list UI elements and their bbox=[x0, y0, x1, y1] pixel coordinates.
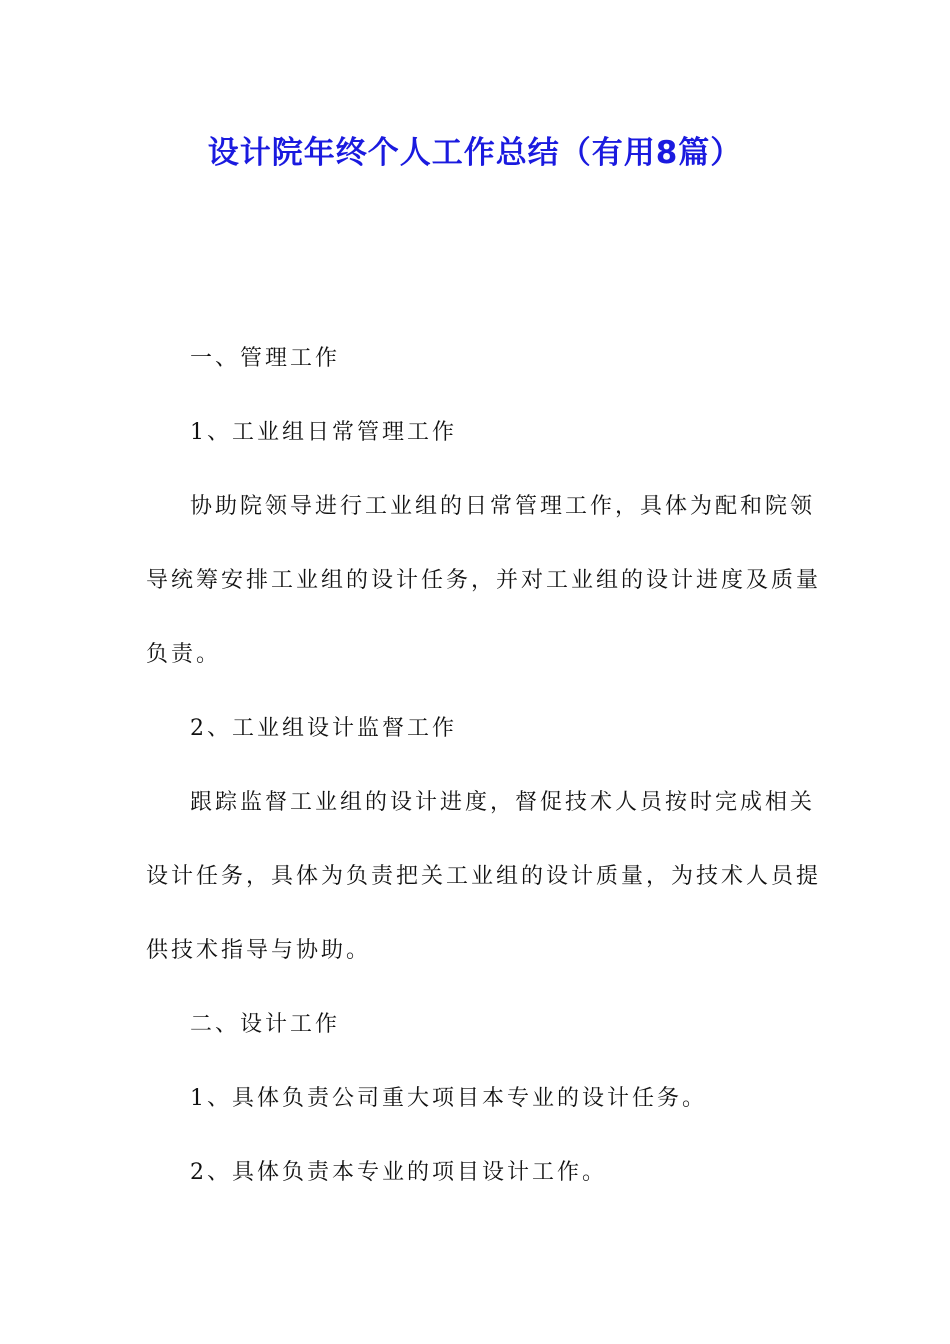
section-heading-design: 二、设计工作 bbox=[190, 1012, 341, 1037]
paragraph-line: 导统筹安排工业组的设计任务，并对工业组的设计进度及质量 bbox=[146, 568, 822, 593]
list-item: 2、具体负责本专业的项目设计工作。 bbox=[190, 1160, 607, 1185]
paragraph-line: 跟踪监督工业组的设计进度，督促技术人员按时完成相关 bbox=[190, 790, 816, 815]
paragraph-line: 供技术指导与协助。 bbox=[146, 938, 372, 963]
subheading-daily-management: 1、工业组日常管理工作 bbox=[190, 420, 457, 445]
paragraph-line: 设计任务，具体为负责把关工业组的设计质量，为技术人员提 bbox=[146, 864, 822, 889]
document-body bbox=[146, 322, 822, 1210]
paragraph-line: 负责。 bbox=[146, 642, 222, 667]
subheading-design-supervision: 2、工业组设计监督工作 bbox=[190, 716, 457, 741]
section-heading-management: 一、管理工作 bbox=[190, 346, 341, 371]
paragraph-line: 协助院领导进行工业组的日常管理工作，具体为配和院领 bbox=[190, 494, 816, 519]
list-item: 1、具体负责公司重大项目本专业的设计任务。 bbox=[190, 1086, 707, 1111]
document-title: 设计院年终个人工作总结（有用8篇） bbox=[207, 135, 743, 171]
